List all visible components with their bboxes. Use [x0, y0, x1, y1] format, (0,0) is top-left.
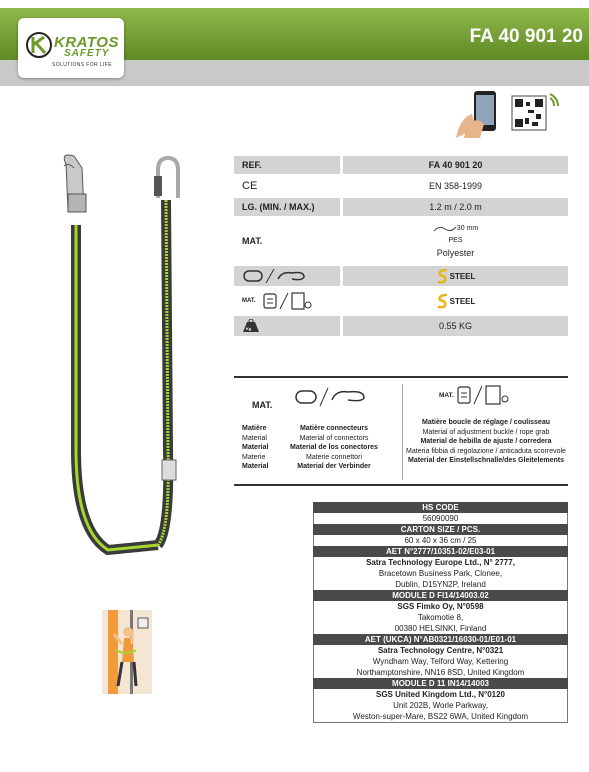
phone-qr-icon — [454, 88, 569, 140]
buckle-it: Materia fibbia di regolazione / anticaduta scorrevole — [406, 447, 566, 455]
aet-line-3: Dublin, D15YN2P, Ireland — [313, 579, 568, 590]
materials-label: MAT. — [252, 400, 273, 410]
product-code: FA 40 901 20 — [469, 26, 583, 47]
buckle-row — [234, 289, 568, 313]
brand-tagline: SOLUTIONS FOR LIFE — [52, 62, 112, 68]
materials-divider — [402, 384, 403, 480]
lang-en: Material — [242, 434, 267, 442]
aet-line-2: Bracetown Business Park, Clonee, — [313, 568, 568, 579]
buckle-mat-label: MAT. — [242, 298, 256, 304]
buckle-material-translations — [404, 418, 568, 466]
steel-icon — [436, 293, 450, 309]
connector-icon-cell — [234, 266, 340, 286]
material-label: MAT. — [234, 219, 340, 263]
module-d11-line-1: SGS United Kingdom Ltd., N°0120 — [313, 689, 568, 700]
standard-row — [234, 177, 568, 195]
length-row — [234, 198, 568, 216]
certification-table — [313, 502, 568, 723]
connector-fr: Matière connecteurs — [299, 425, 369, 432]
steel-icon — [436, 268, 450, 284]
webbing-width: 30 mm — [456, 225, 479, 232]
brand-logo — [18, 18, 124, 78]
hs-code-value: 56090090 — [313, 513, 568, 524]
lang-de: Material — [242, 463, 269, 470]
module-d-line-3: 00380 HELSINKI, Finland — [313, 623, 568, 634]
connector-it: Materie connettori — [305, 453, 363, 461]
weight-value: 0.55 KG — [343, 316, 568, 336]
language-labels — [242, 424, 268, 472]
kratos-logo-icon — [24, 30, 54, 60]
material-value — [343, 219, 568, 263]
brand-word: KRATOS — [54, 34, 119, 51]
connector-material — [343, 266, 568, 286]
lang-it: Materie — [242, 453, 266, 461]
ref-label: REF. — [234, 156, 340, 174]
webbing-width-icon — [433, 225, 457, 233]
length-label: LG. (MIN. / MAX.) — [234, 198, 340, 216]
connector-row — [234, 266, 568, 286]
ce-mark: CE — [234, 177, 340, 195]
aet-ukca-line-3: Northamptonshire, NN16 8SD, United Kingdom — [313, 667, 568, 678]
connector-en: Material of connectors — [299, 434, 369, 442]
lang-fr: Matière — [242, 425, 267, 432]
spec-table — [234, 156, 568, 339]
buckle-icon-cell — [234, 289, 340, 313]
material-name: Polyester — [436, 248, 475, 258]
connector-icon — [294, 386, 374, 408]
connector-de: Material der Verbinder — [297, 463, 371, 470]
module-d11-line-2: Unit 202B, Worle Parkway, — [313, 700, 568, 711]
hs-code-header: HS CODE — [313, 502, 568, 513]
buckle-icon — [260, 291, 316, 311]
material-code: PES — [448, 237, 463, 244]
buckle-mat-label: MAT. — [439, 392, 454, 399]
weight-icon-cell — [234, 316, 340, 336]
module-d-line-1: SGS Fimko Oy, N°0598 — [313, 601, 568, 612]
brand-word-2: SAFETY — [64, 48, 110, 59]
usage-illustration — [102, 610, 152, 694]
lanyard-illustration — [38, 150, 218, 590]
aet-ukca-line-1: Satra Technology Centre, N°0321 — [313, 645, 568, 656]
aet-ukca-header: AET (UKCA) N°AB0321/16030-01/E01-01 — [313, 634, 568, 645]
module-d-header: MODULE D FI14/14003.02 — [313, 590, 568, 601]
material-row — [234, 219, 568, 263]
aet-header: AET N°2777/10351-02/E03-01 — [313, 546, 568, 557]
connector-es: Material de los conectores — [290, 444, 378, 451]
length-value: 1.2 m / 2.0 m — [343, 198, 568, 216]
connector-icon — [242, 267, 310, 285]
buckle-es: Material de hebilla de ajuste / corredera — [420, 438, 552, 445]
standard-value: EN 358-1999 — [343, 177, 568, 195]
aet-line-1: Satra Technology Europe Ltd., N° 2777, — [313, 557, 568, 568]
lang-es: Material — [242, 444, 269, 451]
carton-header: CARTON SIZE / PCS. — [313, 524, 568, 535]
module-d11-header: MODULE D 11 IN14/14003 — [313, 678, 568, 689]
weight-row — [234, 316, 568, 336]
buckle-material-label: STEEL — [449, 296, 476, 306]
connector-material-translations — [284, 424, 384, 472]
materials-block — [234, 376, 568, 486]
buckle-de: Material der Einstellschnalle/des Gleitelements — [407, 457, 564, 464]
buckle-en: Material of adjustment buckle / rope grab — [422, 428, 550, 436]
module-d11-line-3: Weston-super-Mare, BS22 6WA, United Kingdom — [313, 711, 568, 723]
ref-value: FA 40 901 20 — [343, 156, 568, 174]
connector-material-label: STEEL — [449, 271, 476, 281]
buckle-fr: Matière boucle de réglage / coulisseau — [422, 419, 550, 426]
buckle-icon — [456, 384, 516, 406]
weight-badge: Kg — [246, 325, 252, 331]
buckle-material — [343, 289, 568, 313]
carton-value: 60 x 40 x 36 cm / 25 — [313, 535, 568, 546]
ref-row — [234, 156, 568, 174]
aet-ukca-line-2: Wyndham Way, Telford Way, Kettering — [313, 656, 568, 667]
module-d-line-2: Takomotie 8, — [313, 612, 568, 623]
